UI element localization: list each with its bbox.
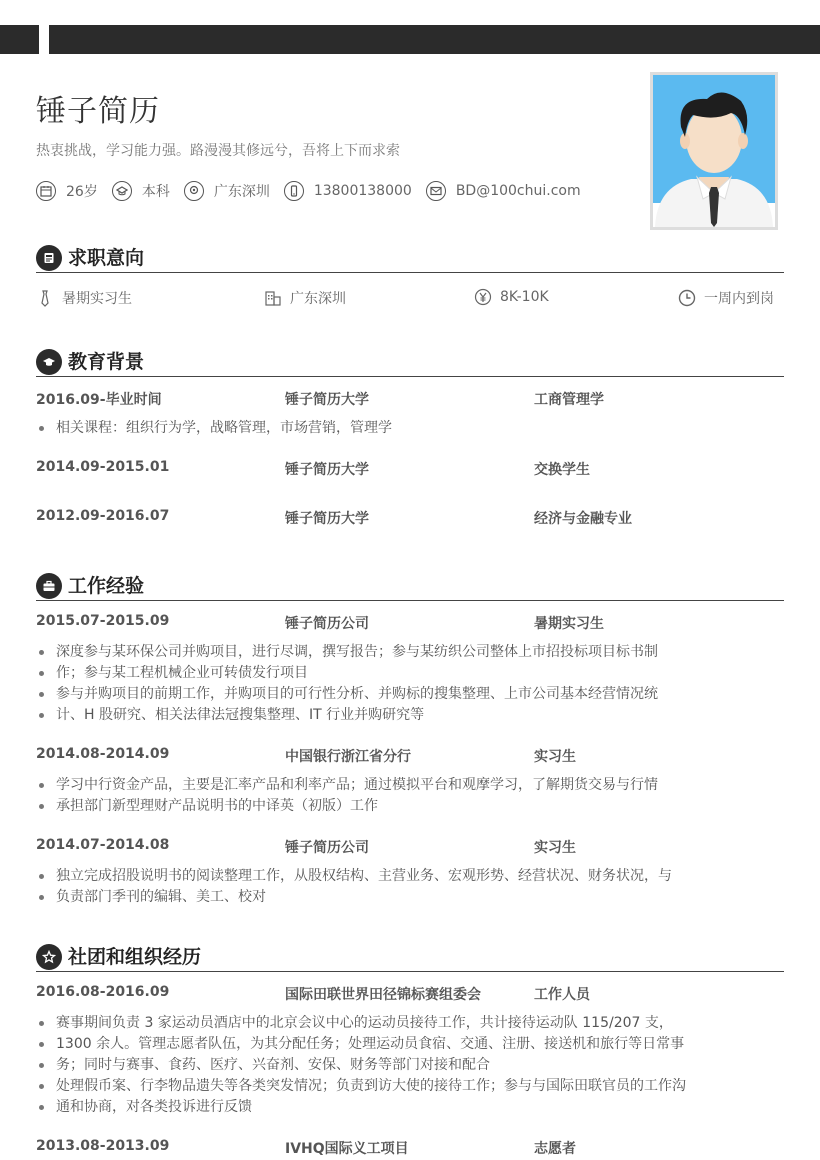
bullet-item: 相关课程：组织行为学，战略管理，市场营销，管理学 (36, 418, 784, 439)
entry-org: IVHQ国际义工项目 (285, 1141, 409, 1157)
bullet-item: 承担部门新型理财产品说明书的中译英（初版）工作 (36, 796, 784, 817)
work-bullets (36, 642, 784, 726)
intent-position-text: 暑期实习生 (62, 291, 132, 307)
entry-org: 锤子简历公司 (285, 840, 369, 856)
entry-role: 志愿者 (534, 1141, 576, 1157)
intent-city-text: 广东深圳 (290, 291, 346, 307)
info-age-text: 26岁 (66, 184, 98, 200)
entry-date: 2015.07-2015.09 (36, 613, 170, 629)
bullet-item: 赛事期间负责 3 家运动员酒店中的北京会议中心的运动员接待工作，共计接待运动队 115/207 支， (36, 1013, 784, 1034)
info-phone-text: 13800138000 (313, 183, 412, 199)
graduation-icon (112, 181, 132, 201)
bullet-item: 通和协商，对各类投诉进行反馈 (36, 1097, 784, 1118)
info-age (36, 181, 98, 201)
section-title: 社团和组织经历 (68, 946, 202, 968)
entry-role: 交换学生 (534, 462, 590, 478)
work-entry (36, 837, 784, 857)
bullet-item: 学习中行资金产品，主要是汇率产品和利率产品；通过模拟平台和观摩学习，了解期货交易与行情 (36, 775, 784, 796)
bullet-item: 处理假币案、行李物品遗失等各类突发情况；负责到访大使的接待工作；参与与国际田联官员的工作沟 (36, 1076, 784, 1097)
entry-role: 实习生 (534, 840, 576, 856)
bullet-item: 负责部门季刊的编辑、美工、校对 (36, 887, 784, 908)
section-title: 工作经验 (68, 575, 145, 597)
work-entry (36, 746, 784, 766)
club-entry (36, 1138, 784, 1158)
section-work (36, 573, 784, 601)
bullet-item: 作；参与某工程机械企业可转债发行项目 (36, 663, 784, 684)
bullet-item: 参与并购项目的前期工作，并购项目的可行性分析、并购标的搜集整理、上市公司基本经营情况统 (36, 684, 784, 705)
education-entry (36, 508, 784, 528)
bullet-item: 1300 余人。管理志愿者队伍，为其分配任务；处理运动员食宿、交通、注册、接送机和旅行等日常事 (36, 1034, 784, 1055)
entry-date: 2013.08-2013.09 (36, 1138, 170, 1154)
entry-date: 2012.09-2016.07 (36, 508, 170, 524)
entry-org: 锤子简历大学 (285, 392, 369, 408)
entry-role: 实习生 (534, 749, 576, 765)
education-entry (36, 459, 784, 479)
tie-icon (36, 289, 54, 307)
resume-name: 锤子简历 (36, 94, 160, 129)
job-intent-row (36, 288, 784, 310)
resume-motto: 热衷挑战，学习能力强。路漫漫其修远兮，吾将上下而求索 (36, 143, 400, 159)
bullet-item: 独立完成招股说明书的阅读整理工作，从股权结构、主营业务、宏观形势、经营状况、财务状况，与 (36, 866, 784, 887)
club-bullets (36, 1013, 784, 1118)
info-degree-text: 本科 (141, 184, 170, 200)
section-job-intent (36, 245, 784, 273)
top-bar-accent-left (0, 25, 39, 54)
entry-org: 锤子简历公司 (285, 616, 369, 632)
info-email (426, 181, 581, 201)
calendar-icon (36, 181, 56, 201)
intent-availability-text: 一周内到岗 (704, 291, 774, 307)
graduation-cap-icon (36, 349, 62, 375)
entry-date: 2014.07-2014.08 (36, 837, 170, 853)
info-phone (284, 181, 412, 201)
phone-icon (284, 181, 304, 201)
bullet-item: 深度参与某环保公司并购项目，进行尽调，撰写报告；参与某纺织公司整体上市招投标项目标书制 (36, 642, 784, 663)
building-icon (264, 289, 282, 307)
education-entry (36, 389, 784, 409)
info-email-text: BD@100chui.com (455, 183, 581, 199)
star-icon (36, 944, 62, 970)
entry-date: 2014.08-2014.09 (36, 746, 170, 762)
info-degree (112, 181, 170, 201)
intent-city (264, 288, 346, 308)
section-title: 教育背景 (68, 351, 145, 373)
entry-date: 2016.08-2016.09 (36, 984, 170, 1000)
entry-role: 工作人员 (534, 987, 590, 1003)
club-entry (36, 984, 784, 1004)
entry-role: 暑期实习生 (534, 616, 604, 632)
clock-icon (678, 289, 696, 307)
intent-availability (678, 288, 774, 308)
briefcase-icon (36, 573, 62, 599)
bullet-item: 计、H 股研究、相关法律法冠搜集整理、IT 行业并购研究等 (36, 705, 784, 726)
email-icon (426, 181, 446, 201)
entry-org: 锤子简历大学 (285, 462, 369, 478)
intent-position (36, 288, 132, 308)
info-location (184, 181, 270, 201)
entry-org: 锤子简历大学 (285, 511, 369, 527)
yen-icon (474, 288, 492, 306)
id-card-icon (36, 245, 62, 271)
bullet-item: 务；同时与赛事、食药、医疗、兴奋剂、安保、财务等部门对接和配合 (36, 1055, 784, 1076)
section-title: 求职意向 (68, 247, 145, 269)
location-icon (184, 181, 204, 201)
intent-salary (474, 288, 549, 306)
intent-salary-text: 8K-10K (500, 289, 549, 305)
education-bullets (36, 418, 784, 439)
entry-date: 2014.09-2015.01 (36, 459, 170, 475)
section-education (36, 349, 784, 377)
work-bullets (36, 775, 784, 817)
profile-photo (650, 72, 778, 230)
work-entry (36, 613, 784, 633)
info-location-text: 广东深圳 (213, 184, 270, 200)
entry-org: 国际田联世界田径锦标赛组委会 (285, 987, 481, 1003)
entry-role: 经济与金融专业 (534, 511, 632, 527)
work-bullets (36, 866, 784, 908)
entry-role: 工商管理学 (534, 392, 604, 408)
section-clubs (36, 944, 784, 972)
top-bar-accent-right (49, 25, 820, 54)
entry-org: 中国银行浙江省分行 (285, 749, 411, 765)
personal-info-row (36, 181, 595, 201)
entry-date: 2016.09-毕业时间 (36, 392, 162, 408)
